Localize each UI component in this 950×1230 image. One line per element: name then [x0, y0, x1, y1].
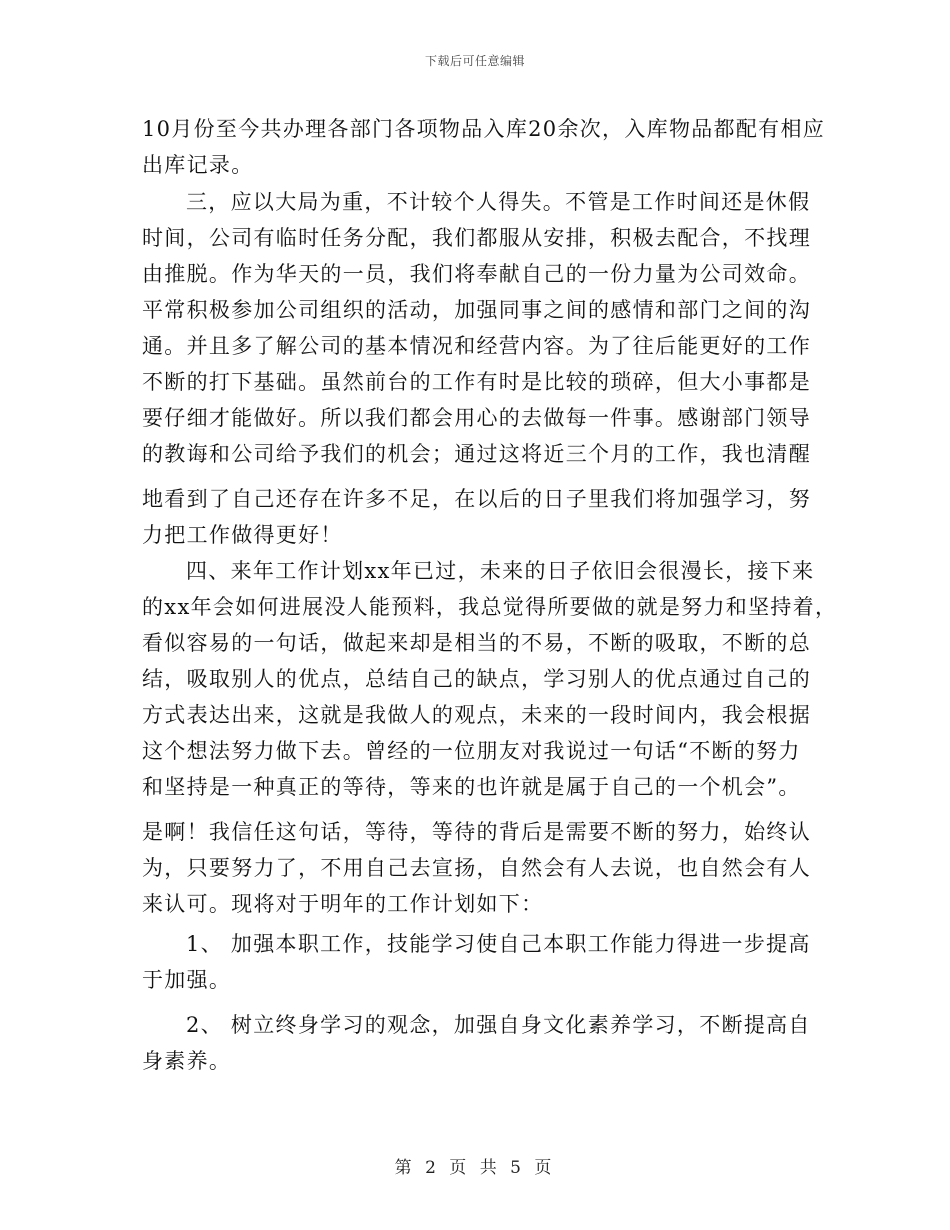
text-line: 结，吸取别人的优点，总结自己的缺点，学习别人的优点通过自己的: [142, 667, 811, 691]
text-line: 出库记录。: [142, 153, 254, 177]
text-line: 的xx年会如何进展没人能预料，我总觉得所要做的就是努力和坚持着，: [142, 595, 838, 619]
text-line: 是啊！我信任这句话，等待，等待的背后是需要不断的努力，始终认: [142, 820, 811, 844]
text-line: 要仔细才能做好。所以我们都会用心的去做每一件事。感谢部门领导: [142, 406, 811, 430]
text-line: 力把工作做得更好！: [142, 523, 343, 547]
text-line: 这个想法努力做下去。曾经的一位朋友对我说过一句话“不断的努力: [142, 739, 801, 763]
text-line: 通。并且多了解公司的基本情况和经营内容。为了往后能更好的工作: [142, 334, 811, 358]
page-footer: 第 2 页 共 5 页: [394, 1158, 556, 1178]
text-line: 10月份至今共办理各部门各项物品入库20余次，入库物品都配有相应: [142, 117, 826, 141]
text-line: 方式表达出来，这就是我做人的观点，未来的一段时间内，我会根据: [142, 703, 811, 727]
paragraph-start-line: 三，应以大局为重，不计较个人得失。不管是工作时间还是休假: [186, 190, 811, 214]
list-item-line: 1、 加强本职工作，技能学习使自己本职工作能力得进一步提高: [186, 932, 811, 956]
text-line: 时间，公司有临时任务分配，我们都服从安排，积极去配合，不找理: [142, 226, 811, 250]
text-line: 和坚持是一种真正的等待，等来的也许就是属于自己的一个机会”。: [142, 775, 801, 799]
text-line: 来认可。现将对于明年的工作计划如下：: [142, 892, 544, 916]
page-header: 下载后可任意编辑: [424, 54, 525, 68]
text-line: 身素养。: [142, 1049, 232, 1073]
text-line: 的教诲和公司给予我们的机会；通过这将近三个月的工作，我也清醒: [142, 442, 811, 466]
text-line: 为，只要努力了，不用自己去宣扬，自然会有人去说，也自然会有人: [142, 856, 811, 880]
text-line: 不断的打下基础。虽然前台的工作有时是比较的琐碎，但大小事都是: [142, 370, 811, 394]
text-line: 由推脱。作为华天的一员，我们将奉献自己的一份力量为公司效命。: [142, 262, 811, 286]
text-line: 看似容易的一句话，做起来却是相当的不易，不断的吸取，不断的总: [142, 631, 811, 655]
text-line: 平常积极参加公司组织的活动，加强同事之间的感情和部门之间的沟: [142, 298, 811, 322]
text-line: 地看到了自己还存在许多不足，在以后的日子里我们将加强学习，努: [142, 487, 811, 511]
paragraph-start-line: 四、来年工作计划xx年已过，未来的日子依旧会很漫长，接下来: [186, 559, 815, 583]
text-line: 于加强。: [142, 968, 232, 992]
list-item-line: 2、 树立终身学习的观念，加强自身文化素养学习，不断提高自: [186, 1013, 811, 1037]
